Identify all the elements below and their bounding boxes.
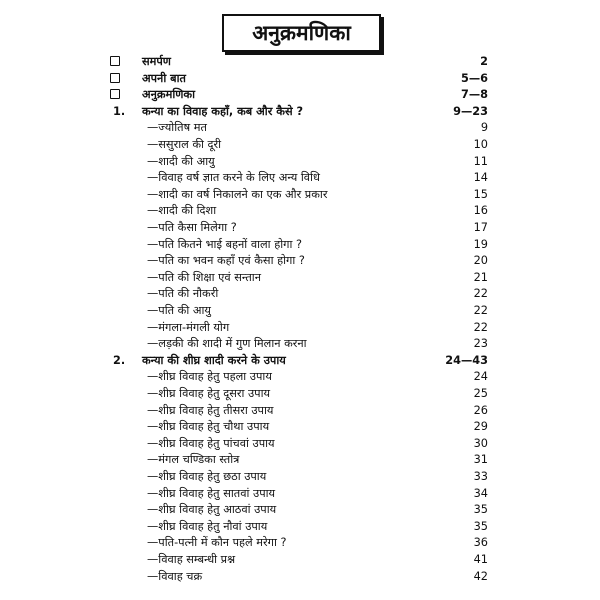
checkbox-bullet-icon	[110, 71, 130, 88]
toc-page-number: 5—6	[460, 71, 488, 85]
page-title: अनुक्रमणिका	[222, 14, 381, 52]
checkbox-bullet-icon	[110, 87, 130, 104]
toc-sub-row	[0, 436, 600, 453]
toc-page-number: 36	[473, 536, 488, 550]
toc-page-number: 24	[473, 370, 488, 384]
toc-sub-row	[0, 569, 600, 586]
toc-entry-label: समर्पण	[142, 55, 171, 68]
toc-page-number: 21	[473, 270, 488, 284]
toc-sub-row	[0, 519, 600, 536]
toc-page-number: 23	[473, 337, 488, 351]
toc-entry-label: —शीघ्र विवाह हेतु दूसरा उपाय	[147, 387, 271, 400]
toc-entry-label: —शीघ्र विवाह हेतु नौवां उपाय	[147, 519, 268, 533]
toc-chapter-row	[0, 104, 600, 121]
toc-page-number: 20	[473, 254, 488, 268]
toc-page-number: 7—8	[460, 88, 488, 102]
toc-page-number: 22	[473, 320, 488, 334]
toc-entry-label: —पति की आयु	[147, 304, 211, 317]
toc-sub-row	[0, 336, 600, 353]
toc-page-number: 16	[473, 204, 488, 218]
toc-sub-row	[0, 535, 600, 552]
toc-entry-label: —शादी की आयु	[147, 154, 215, 168]
toc-sub-row	[0, 120, 600, 137]
toc-entry-label: —शीघ्र विवाह हेतु आठवां उपाय	[147, 503, 277, 517]
chapter-page-range: 24—43	[445, 353, 488, 367]
toc-entry-label: —लड़की की शादी में गुण मिलान करना	[147, 337, 307, 351]
toc-sub-row	[0, 253, 600, 270]
toc-page-number: 31	[473, 453, 488, 467]
toc-sub-row	[0, 469, 600, 486]
toc-entry-label: —शीघ्र विवाह हेतु पहला उपाय	[147, 370, 272, 384]
toc-page-number: 30	[473, 436, 488, 450]
toc-sub-row	[0, 419, 600, 436]
toc-entry-label: —शीघ्र विवाह हेतु चौथा उपाय	[147, 420, 270, 434]
checkbox-bullet-icon	[110, 54, 130, 71]
toc-page-number: 26	[473, 403, 488, 417]
chapter-page-range: 9—23	[453, 104, 488, 118]
toc-page-number: 25	[473, 387, 488, 400]
toc-entry-label: —शीघ्र विवाह हेतु पांचवां उपाय	[147, 436, 275, 450]
toc-entry-label: —शादी का वर्ष निकालने का एक और प्रकार	[147, 187, 328, 201]
toc-page-number: 9	[480, 121, 488, 135]
toc-entry-label: —पति की शिक्षा एवं सन्तान	[147, 270, 261, 284]
toc-sub-row	[0, 369, 600, 386]
toc-page-number: 42	[473, 569, 488, 583]
toc-page-number: 19	[473, 237, 488, 251]
toc-entry-label: —ज्योतिष मत	[147, 121, 207, 135]
toc-entry-label: —शीघ्र विवाह हेतु तीसरा उपाय	[147, 403, 274, 417]
toc-entry-label: —विवाह वर्ष ज्ञात करने के लिए अन्य विधि	[147, 171, 320, 185]
toc-page-number: 29	[473, 420, 488, 434]
toc-sub-row	[0, 403, 600, 420]
toc-entry-label: अनुक्रमणिका	[142, 88, 196, 102]
toc-entry-label: —मंगला-मंगली योग	[147, 320, 230, 334]
toc-sub-row	[0, 137, 600, 154]
chapter-title: कन्या का विवाह कहाँ, कब और कैसे ?	[142, 104, 304, 118]
toc-sub-row	[0, 237, 600, 254]
toc-page-number: 17	[473, 221, 488, 234]
toc-entry-label: —पति का भवन कहाँ एवं कैसा होगा ?	[147, 254, 305, 268]
toc-entry-label: अपनी बात	[142, 71, 186, 85]
toc-front-row	[0, 87, 600, 104]
chapter-title: कन्या की शीघ्र शादी करने के उपाय	[142, 353, 286, 367]
toc-entry-label: —ससुराल की दूरी	[147, 138, 222, 151]
toc-sub-row	[0, 220, 600, 237]
toc-entry-label: —शीघ्र विवाह हेतु छठा उपाय	[147, 470, 267, 483]
toc-sub-row	[0, 303, 600, 320]
toc-page-number: 33	[473, 470, 488, 483]
toc-page-number: 22	[473, 287, 488, 301]
toc-page-number: 34	[473, 486, 488, 500]
toc-entry-label: —विवाह चक्र	[147, 569, 203, 583]
chapter-number: 2.	[113, 353, 126, 367]
toc-sub-row	[0, 154, 600, 171]
toc-page-number: 11	[473, 154, 488, 168]
toc-entry-label: —पति कितने भाई बहनों वाला होगा ?	[147, 237, 302, 251]
toc-front-row	[0, 71, 600, 88]
toc-sub-row	[0, 187, 600, 204]
toc-entry-label: —शीघ्र विवाह हेतु सातवां उपाय	[147, 486, 276, 500]
toc-page-number: 22	[473, 304, 488, 317]
toc-sub-row	[0, 286, 600, 303]
toc-sub-row	[0, 320, 600, 337]
toc-entry-label: —पति कैसा मिलेगा ?	[147, 221, 237, 234]
square-bullet-icon	[110, 89, 120, 99]
toc-page-number: 14	[473, 171, 488, 185]
toc-entry-label: —शादी की दिशा	[147, 204, 217, 218]
toc-page-number: 35	[473, 519, 488, 533]
toc-entry-label: —विवाह सम्बन्धी प्रश्न	[147, 553, 236, 566]
square-bullet-icon	[110, 56, 120, 66]
toc-sub-row	[0, 552, 600, 569]
toc-sub-row	[0, 270, 600, 287]
chapter-number: 1.	[113, 104, 126, 118]
toc-sub-row	[0, 203, 600, 220]
toc-page-number: 35	[473, 503, 488, 517]
toc-sub-row	[0, 170, 600, 187]
toc-entry-label: —मंगल चण्डिका स्तोत्र	[147, 453, 240, 467]
toc-chapter-row	[0, 353, 600, 370]
toc-sub-row	[0, 452, 600, 469]
toc-page-number: 2	[480, 55, 488, 68]
toc-sub-row	[0, 486, 600, 503]
toc-page-number: 41	[473, 553, 488, 566]
toc-front-row	[0, 54, 600, 71]
square-bullet-icon	[110, 73, 120, 83]
toc-sub-row	[0, 502, 600, 519]
toc-entry-label: —पति की नौकरी	[147, 287, 219, 301]
toc-page-number: 15	[473, 187, 488, 201]
toc-entry-label: —पति-पत्नी में कौन पहले मरेगा ?	[147, 536, 287, 550]
toc-sub-row	[0, 386, 600, 403]
toc-page-number: 10	[473, 138, 488, 151]
